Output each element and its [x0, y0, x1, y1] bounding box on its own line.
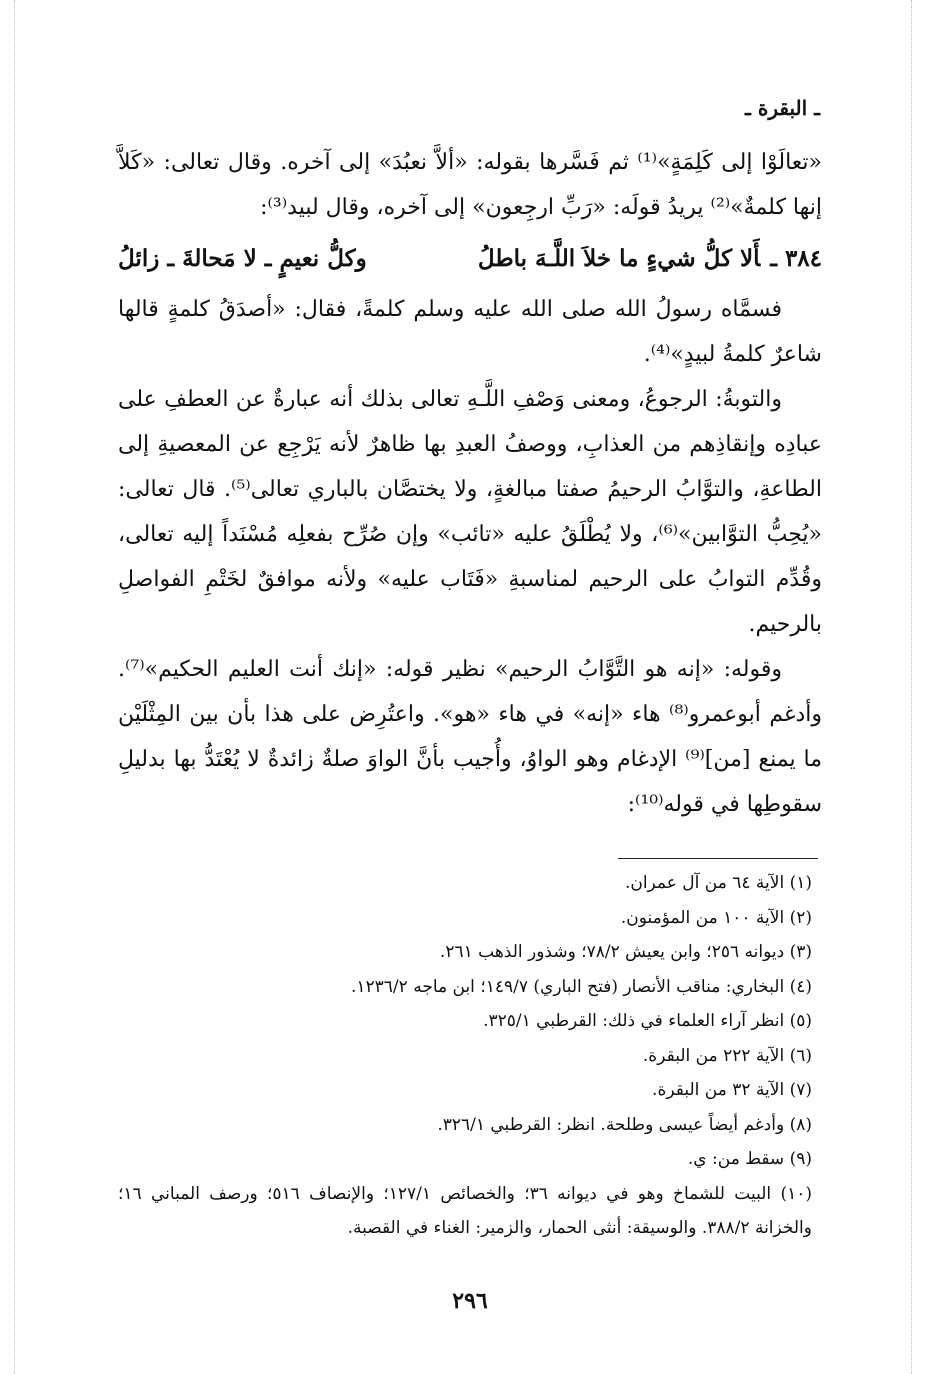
footnote: (٥) انظر آراء العلماء في ذلك: القرطبي ٣٢٥/١. — [483, 1011, 812, 1031]
footnote: (٨) وأدغم أيضاً عيسى وطلحة. انظر: القرطبي ٣٢٦/١. — [437, 1114, 812, 1135]
footnote: (٣) ديوانه ٢٥٦؛ وابن يعيش ٧٨/٢؛ وشذور الذهب ٢٦١. — [439, 942, 812, 962]
footnote-separator — [618, 858, 818, 859]
page-number: ٢٩٦ — [452, 1288, 488, 1314]
running-header: ـ البقرة ـ — [745, 96, 820, 120]
verse-first-hemistich: ٣٨٤ ـأَلا كلُّ شيءٍ ما خلاَ اللَّـهَ باطلُ — [477, 245, 822, 272]
paragraph: «تعالَوْا إلى كَلِمَةٍ»⁽¹⁾ ثم فَسَّرها بقوله: «ألاَّ نعبُدَ» إلى آخره. وقال تعالى: «كَلاَّ إنها كلمةٌ»⁽²⁾ يريدُ قولَه: «رَبِّ ارجِعون» إلى آخره، وقال لبيد⁽³⁾: — [118, 150, 822, 220]
paragraph: والتوبةُ: الرجوعُ، ومعنى وَصْفِ اللَّـهِ تعالى بذلك أنه عبارةٌ عن العطفِ على عبادِه وإنقاذِهم من العذابِ، ووصفُ العبدِ بها ظاهرٌ لأنه يَرْجِع عن المعصيةِ إلى الطاعةِ، والتوَّابُ الرحيمُ صفتا مبالغةٍ، ولا يختصَّان بالباري تعالى⁽⁵⁾. قال تعالى: «يُحِبُّ التوَّابين»⁽⁶⁾، ولا يُطْلَقُ عليه «تائب» وإن صُرِّح بفعلِه مُسْنَداً إليه تعالى، وقُدِّم التوابُ على الرحيم لمناسبةِ «فَتَاب عليه» ولأنه موافقٌ لخَتْمِ الفواصلِ بالرحيم. — [118, 387, 823, 637]
footnote: (٦) الآية ٢٢٢ من البقرة. — [642, 1045, 812, 1066]
footnotes — [118, 866, 822, 1246]
poetry-verse — [118, 236, 822, 281]
right-margin-dots — [911, 0, 912, 1374]
verse-second-hemistich: وكلُّ نعيمٍ ـ لا مَحالةَ ـ زائلُ — [118, 245, 367, 272]
footnote: (١٠) البيت للشماخ وهو في ديوانه ٣٦؛ والخصائص ١٢٧/١؛ والإنصاف ٥١٦؛ ورصف المباني ١٦؛ والخزانة ٣٨٨/٢. والوسيقة: أنثى الحمار، والزمير: الغناء في القصبة. — [118, 1183, 812, 1238]
paragraph: وقوله: «إنه هو التَّوَّابُ الرحيم» نظير قوله: «إنك أنت العليم الحكيم»⁽⁷⁾. وأدغم أبوعمرو⁽⁸⁾ هاء «إنه» في هاء «هو». واعتُرِض على هذا بأن بين المِثْلَيْن ما يمنع [من]⁽⁹⁾ الإدغام وهو الواوُ، وأُجيب بأنَّ الواوَ صلةٌ زائدةٌ لا يُعْتَدُّ بها بدليلِ سقوطِها في قوله⁽¹⁰⁾: — [118, 657, 822, 817]
footnote: (٤) البخاري: مناقب الأنصار (فتح الباري) ١٤٩/٧؛ ابن ماجه ١٢٣٦/٢. — [351, 976, 812, 997]
footnote: (٩) سقط من: ي. — [687, 1149, 812, 1169]
footnote: (١) الآية ٦٤ من آل عمران. — [624, 873, 812, 893]
left-margin-dots — [14, 0, 15, 1374]
verse-number: ٣٨٤ ـ — [770, 245, 822, 272]
footnote: (٢) الآية ١٠٠ من المؤمنون. — [620, 907, 812, 928]
paragraph: فسمَّاه رسولُ الله صلى الله عليه وسلم كلمةً، فقال: «أصدَقُ كلمةٍ قالها شاعرٌ كلمةُ لبيدٍ»⁽⁴⁾. — [118, 297, 822, 367]
footnote: (٧) الآية ٣٢ من البقرة. — [652, 1080, 812, 1100]
main-text — [118, 140, 822, 827]
